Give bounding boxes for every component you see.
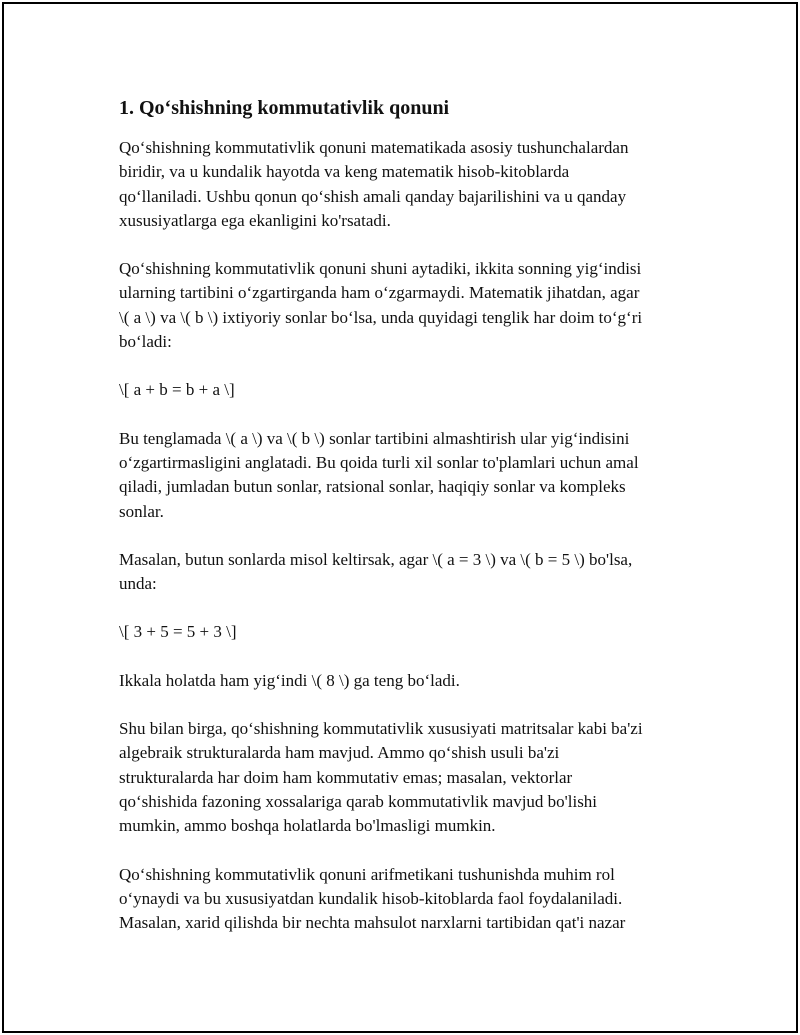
text-line: Masalan, butun sonlarda misol keltirsak, agar \( a = 3 \) va \( b = 5 \) bo'lsa, [119,549,633,569]
document-body [119,96,699,959]
section-heading: 1. Qo‘shishning kommutativlik qonuni [119,97,450,119]
text-line: qo‘shishida fazoning xossalariga qarab kommutativlik mavjud bo'lishi [119,791,598,811]
text-line: biridir, va u kundalik hayotda va keng matematik hisob-kitoblarda [119,162,570,182]
text-line: \[ a + b = b + a \] [119,380,235,400]
text-line: Bu tenglamada \( a \) va \( b \) sonlar tartibini almashtirish ular yig‘indisini [119,428,630,448]
paragraph [119,669,699,693]
text-line: algebraik strukturalarda ham mavjud. Ammo qo‘shish usuli ba'zi [119,743,560,763]
text-line: unda: [119,574,157,594]
paragraph-list [119,136,699,935]
text-line: xususiyatlarga ega ekanligini ko'rsatadi. [119,210,391,230]
text-line: qiladi, jumladan butun sonlar, ratsional sonlar, haqiqiy sonlar va kompleks [119,477,626,497]
text-line: Qo‘shishning kommutativlik qonuni arifmetikani tushunishda muhim rol [119,864,615,884]
paragraph [119,378,699,402]
text-line: \[ 3 + 5 = 5 + 3 \] [119,622,237,642]
text-line: o‘ynaydi va bu xususiyatdan kundalik hisob-kitoblarda faol foydalaniladi. [119,888,623,908]
text-line: Ikkala holatda ham yig‘indi \( 8 \) ga teng bo‘ladi. [119,670,460,690]
paragraph [119,548,699,597]
paragraph [119,257,699,354]
text-line: Shu bilan birga, qo‘shishning kommutativlik xususiyati matritsalar kabi ba'zi [119,719,643,739]
text-line: mumkin, ammo boshqa holatlarda bo'lmasligi mumkin. [119,816,496,836]
paragraph [119,427,699,524]
text-line: sonlar. [119,501,164,521]
text-line: \( a \) va \( b \) ixtiyoriy sonlar bo‘lsa, unda quyidagi tenglik har doim to‘g‘ri [119,307,643,327]
paragraph [119,863,699,936]
text-line: bo‘ladi: [119,332,172,352]
paragraph [119,620,699,644]
paragraph [119,717,699,838]
text-line: Qo‘shishning kommutativlik qonuni matematikada asosiy tushunchalardan [119,138,629,157]
text-line: strukturalarda har doim ham kommutativ emas; masalan, vektorlar [119,767,573,787]
text-line: o‘zgartirmasligini anglatadi. Bu qoida turli xil sonlar to'plamlari uchun amal [119,452,639,472]
paragraph [119,136,699,233]
text-line: Masalan, xarid qilishda bir nechta mahsulot narxlarni tartibidan qat'i nazar [119,913,626,933]
text-line: ularning tartibini o‘zgartirganda ham o‘zgarmaydi. Matematik jihatdan, agar [119,283,640,303]
text-line: qo‘llaniladi. Ushbu qonun qo‘shish amali qanday bajarilishini va u qanday [119,186,627,206]
text-line: Qo‘shishning kommutativlik qonuni shuni aytadiki, ikkita sonning yig‘indisi [119,259,642,279]
page-frame [2,2,798,1033]
